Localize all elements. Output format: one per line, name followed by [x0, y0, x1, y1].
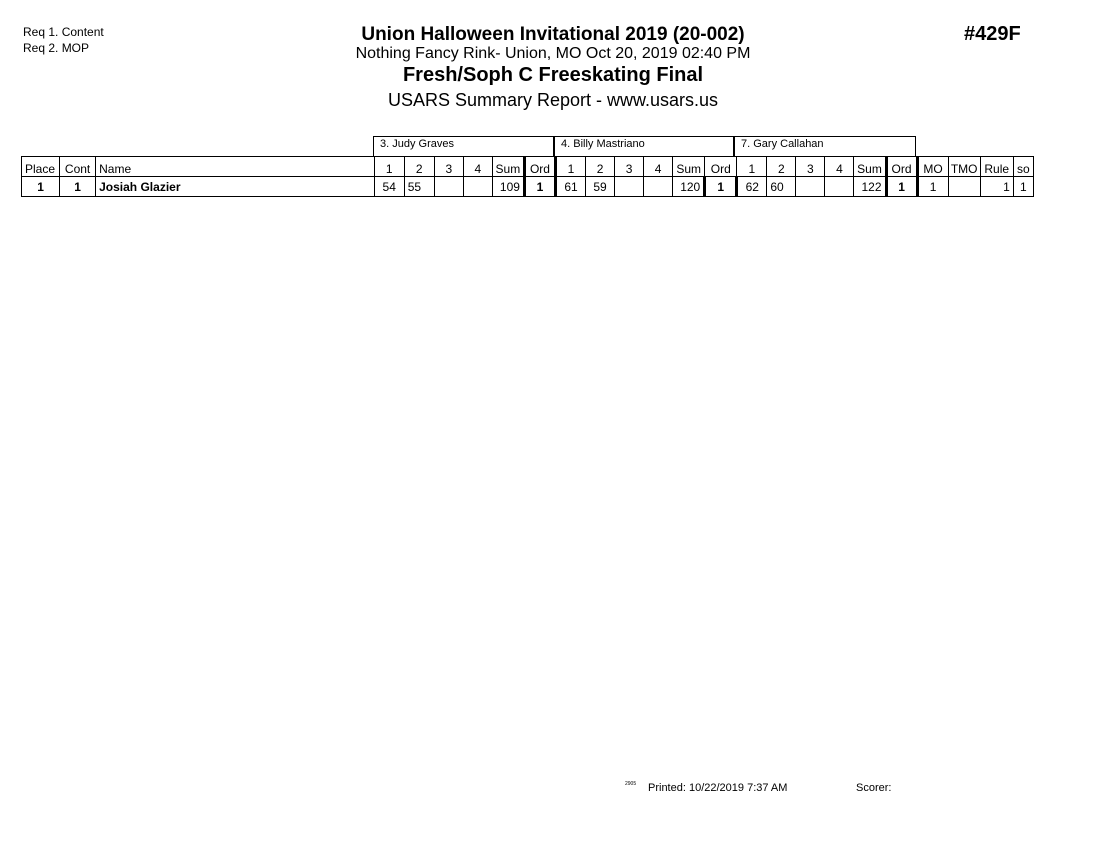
event-number: #429F: [964, 23, 1021, 45]
judge-header-3: 7. Gary Callahan: [734, 136, 916, 156]
rule-cell: 1: [980, 177, 1013, 197]
col-cont: Cont: [60, 157, 96, 177]
mo-cell: 1: [917, 177, 948, 197]
j1-score-4: [463, 177, 492, 197]
scorer-label: Scorer:: [856, 782, 892, 794]
tmo-cell: [948, 177, 980, 197]
j2-col-1: 1: [555, 157, 585, 177]
footer-code: 2905: [625, 781, 637, 787]
j2-col-ord: Ord: [705, 157, 737, 177]
requirement-2: Req 2. MOP: [23, 41, 90, 55]
j2-score-4: [644, 177, 673, 197]
j3-ord: 1: [886, 177, 917, 197]
results-table: [21, 156, 1034, 197]
j1-score-3: [434, 177, 463, 197]
j1-col-2: 2: [404, 157, 434, 177]
header-row: [22, 157, 1034, 177]
j1-col-1: 1: [374, 157, 404, 177]
requirement-1: Req 1. Content: [23, 25, 104, 39]
col-name: Name: [96, 157, 375, 177]
judge-header-2: 4. Billy Mastriano: [554, 136, 734, 156]
j3-score-1: 62: [737, 177, 767, 197]
j1-score-2: 55: [404, 177, 434, 197]
place-cell: 1: [22, 177, 60, 197]
j2-score-3: [615, 177, 644, 197]
j2-ord: 1: [705, 177, 737, 197]
j1-col-4: 4: [463, 157, 492, 177]
j2-sum: 120: [673, 177, 705, 197]
printed-timestamp: Printed: 10/22/2019 7:37 AM: [648, 782, 788, 794]
col-rule: Rule: [980, 157, 1013, 177]
event-title: Fresh/Soph C Freeskating Final: [402, 64, 704, 86]
j1-col-3: 3: [434, 157, 463, 177]
j3-sum: 122: [854, 177, 886, 197]
j2-col-4: 4: [644, 157, 673, 177]
j3-col-ord: Ord: [886, 157, 917, 177]
j3-col-sum: Sum: [854, 157, 886, 177]
j1-score-1: 54: [374, 177, 404, 197]
j1-col-ord: Ord: [524, 157, 555, 177]
j3-score-2: 60: [767, 177, 796, 197]
j3-col-3: 3: [796, 157, 825, 177]
j2-score-2: 59: [586, 177, 615, 197]
venue-date: Nothing Fancy Rink- Union, MO Oct 20, 2019 02:40 PM: [355, 45, 751, 62]
so-cell: 1: [1013, 177, 1033, 197]
j3-col-2: 2: [767, 157, 796, 177]
col-place: Place: [22, 157, 60, 177]
j1-col-sum: Sum: [492, 157, 524, 177]
col-mo: MO: [917, 157, 948, 177]
j2-col-2: 2: [586, 157, 615, 177]
j2-score-1: 61: [555, 177, 585, 197]
j2-col-3: 3: [615, 157, 644, 177]
col-so: so: [1013, 157, 1033, 177]
report-title: USARS Summary Report - www.usars.us: [387, 90, 719, 110]
competition-title: Union Halloween Invitational 2019 (20-002): [361, 24, 745, 45]
col-tmo: TMO: [948, 157, 980, 177]
j3-score-3: [796, 177, 825, 197]
j2-col-sum: Sum: [673, 157, 705, 177]
cont-cell: 1: [60, 177, 96, 197]
j3-score-4: [825, 177, 854, 197]
j1-sum: 109: [492, 177, 524, 197]
j3-col-1: 1: [737, 157, 767, 177]
judge-header-1: 3. Judy Graves: [373, 136, 554, 156]
table-row: [22, 177, 1034, 197]
j3-col-4: 4: [825, 157, 854, 177]
j1-ord: 1: [524, 177, 555, 197]
skater-name: Josiah Glazier: [96, 177, 375, 197]
